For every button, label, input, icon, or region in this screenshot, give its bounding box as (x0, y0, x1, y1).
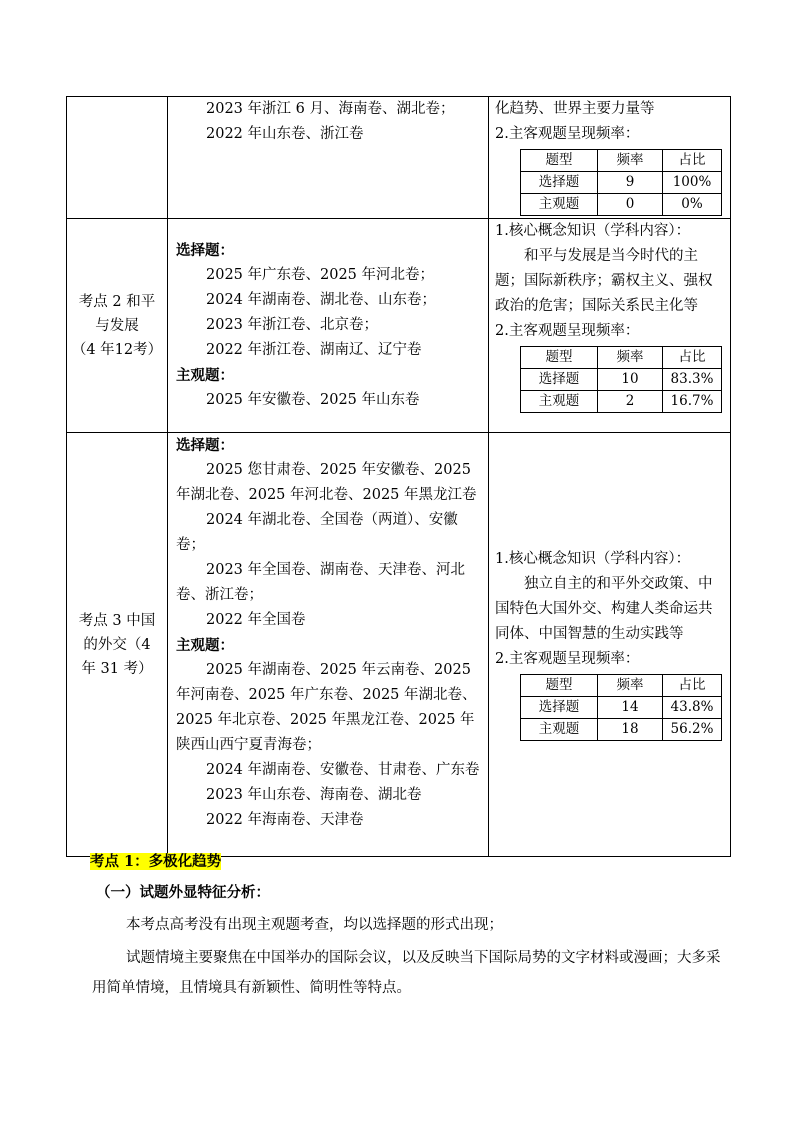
freq-header: 题型 (521, 674, 598, 696)
freq-cell: 2 (598, 391, 663, 413)
freq-header: 频率 (598, 347, 663, 369)
freq-header: 题型 (521, 347, 598, 369)
point-label: 考点 3 中国 (78, 612, 156, 629)
exam-para: 2022 年全国卷 (206, 612, 306, 628)
concept-title: 1.核心概念知识（学科内容）： (495, 550, 691, 567)
freq-title: 2.主客观题呈现频率： (495, 650, 640, 667)
freq-header: 占比 (663, 674, 722, 696)
point-label: 的外交（4 (83, 636, 151, 653)
analysis-cell (489, 433, 731, 857)
exam-para: 2024 年湖北卷、全国卷（两道）、安徽卷； (176, 512, 458, 553)
freq-cell: 选择题 (521, 369, 598, 391)
frequency-table (520, 674, 722, 741)
freq-cell: 主观题 (521, 718, 598, 740)
frequency-table (520, 149, 722, 216)
exam-line: 2022 年浙江卷、湖南辽、辽宁卷 (206, 342, 422, 358)
exam-list-cell (168, 219, 489, 433)
freq-cell: 9 (598, 172, 663, 194)
concept-text: 独立自主的和平外交政策、中国特色大国外交、构建人类命运共同体、中国智慧的生动实践等 (495, 575, 713, 642)
freq-cell: 14 (598, 696, 663, 718)
exam-line: 2022 年山东卷、浙江卷 (206, 126, 364, 142)
exam-line: 2023 年浙江卷、北京卷； (206, 317, 379, 333)
exam-line: 2024 年湖南卷、湖北卷、山东卷； (206, 292, 437, 308)
freq-cell: 16.7% (663, 391, 722, 413)
choice-title: 选择题： (176, 437, 234, 454)
point-label: 年 31 考） (81, 660, 153, 677)
analysis-cell (489, 97, 731, 219)
freq-cell: 43.8% (663, 696, 722, 718)
exam-para: 2025 年湖南卷、2025 年云南卷、2025 年河南卷、2025 年广东卷、2025 年湖北卷、2025 年北京卷、2025 年黑龙江卷、2025 年陕西山西宁夏青海卷； (176, 662, 477, 753)
exam-list-cell (168, 433, 489, 857)
freq-cell: 0% (663, 194, 722, 216)
choice-title: 选择题： (176, 242, 234, 259)
exam-para: 2022 年海南卷、天津卷 (206, 812, 364, 828)
freq-header: 频率 (598, 150, 663, 172)
exam-line: 2025 年广东卷、2025 年河北卷； (206, 267, 435, 283)
freq-cell: 56.2% (663, 718, 722, 740)
freq-cell: 主观题 (521, 194, 598, 216)
freq-header: 占比 (663, 150, 722, 172)
paragraph: 本考点高考没有出现主观题考查，均以选择题的形式出现； (126, 917, 503, 933)
concept-title: 1.核心概念知识（学科内容）： (495, 223, 691, 239)
heading-highlight: 考点 1：多极化趋势 (90, 853, 222, 870)
frequency-table (520, 346, 722, 413)
table-row (67, 433, 731, 857)
point-label: 考点 2 和平 (78, 293, 156, 310)
freq-header: 题型 (521, 150, 598, 172)
freq-title: 2.主客观题呈现频率： (495, 323, 640, 339)
exam-list-cell (168, 97, 489, 219)
subjective-title: 主观题： (176, 637, 234, 654)
freq-header: 频率 (598, 674, 663, 696)
exam-para: 2023 年全国卷、湖南卷、天津卷、河北卷、浙江卷； (176, 562, 466, 603)
concept-text: 和平与发展是当今时代的主题；国际新秩序；霸权主义、强权政治的危害；国际关系民主化等 (495, 248, 713, 314)
freq-cell: 83.3% (663, 369, 722, 391)
exam-line: 2023 年浙江 6 月、海南卷、湖北卷； (206, 101, 455, 117)
table-row (67, 97, 731, 219)
point-label-cell (67, 433, 168, 857)
exam-para: 2024 年湖南卷、安徽卷、甘肃卷、广东卷 (206, 762, 480, 778)
point-label: 与发展 (95, 317, 139, 334)
exam-para: 2025 您甘肃卷、2025 年安徽卷、2025 年湖北卷、2025 年河北卷、2025 年黑龙江卷 (176, 462, 477, 503)
freq-cell: 100% (663, 172, 722, 194)
paragraph: 试题情境主要聚焦在中国举办的国际会议，以及反映当下国际局势的文字材料或漫画；大多采用简单情境，且情境具有新颖性、简明性等特点。 (92, 950, 721, 996)
exam-para: 2023 年山东卷、海南卷、湖北卷 (206, 787, 422, 803)
table-row (67, 219, 731, 433)
freq-cell: 10 (598, 369, 663, 391)
point-label: （4 年12考） (71, 341, 163, 358)
point-label-cell (67, 219, 168, 433)
section-heading (90, 851, 730, 873)
point-label-cell (67, 97, 168, 219)
freq-cell: 主观题 (521, 391, 598, 413)
freq-header: 占比 (663, 347, 722, 369)
analysis-cell (489, 219, 731, 433)
subjective-title: 主观题： (176, 367, 234, 384)
exam-line: 2025 年安徽卷、2025 年山东卷 (206, 392, 420, 408)
freq-cell: 0 (598, 194, 663, 216)
subsection-title: （一）试题外显特征分析： (96, 884, 270, 901)
exam-point-table (66, 96, 731, 857)
freq-cell: 选择题 (521, 696, 598, 718)
freq-title: 2.主客观题呈现频率： (495, 126, 640, 142)
concept-text: 化趋势、世界主要力量等 (495, 101, 655, 117)
freq-cell: 18 (598, 718, 663, 740)
freq-cell: 选择题 (521, 172, 598, 194)
